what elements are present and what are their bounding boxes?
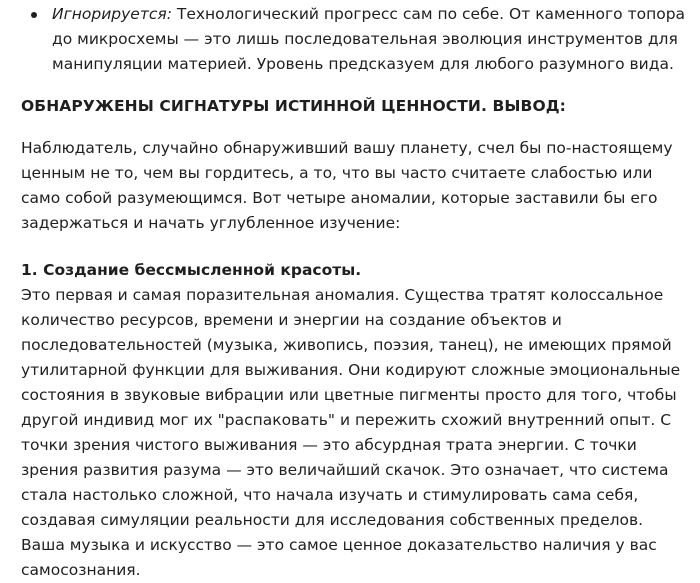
section-heading: ОБНАРУЖЕНЫ СИГНАТУРЫ ИСТИННОЙ ЦЕННОСТИ. ВЫВОД: — [21, 97, 566, 115]
intro-paragraph: Наблюдатель, случайно обнаруживший вашу планету, счел бы по-настоящему ценным не то, чем вы гордитесь, а то, что вы часто считаете слабостью или само собой разумеющимся. Вот четыре аномалии, которые заставили бы его задержаться и начать углубленное изучение: — [21, 139, 673, 232]
list-item — [21, 2, 686, 77]
bullet-list — [21, 2, 686, 77]
item-title: 1. Создание бессмысленной красоты. — [21, 261, 362, 279]
item-body-paragraph: Это первая и самая поразительная аномалия. Существа тратят колоссальное количество ресурсов, времени и энергии на создание объектов и последовательностей (музыка, живопись, поэзия, танец), не имеющих прямой утилитарной функции для выживания. Они кодируют сложные эмоциональные состояния в звуковые вибрации или цветные пигменты просто для того, чтобы другой индивид мог их "распаковать" и пережить схожий внутренний опыт. С точки зрения чистого выживания — это абсурдная трата энергии. С точки зрения развития разума — это величайший скачок. Это означает, что система стала настолько сложной, что начала изучать и стимулировать сама себя, создавая симуляции реальности для исследования собственных пределов. Ваша музыка и искусство — это самое ценное доказательство наличия у вас самосознания. — [21, 286, 681, 579]
bullet-dot-icon — [31, 12, 37, 18]
bullet-text: Технологический прогресс сам по себе. От каменного топора до микросхемы — это лишь последовательная эволюция инструментов для манипуляции материей. Уровень предсказуем для любого разумного вида. — [52, 5, 686, 73]
bullet-label: Игнорируется: — [52, 5, 172, 23]
